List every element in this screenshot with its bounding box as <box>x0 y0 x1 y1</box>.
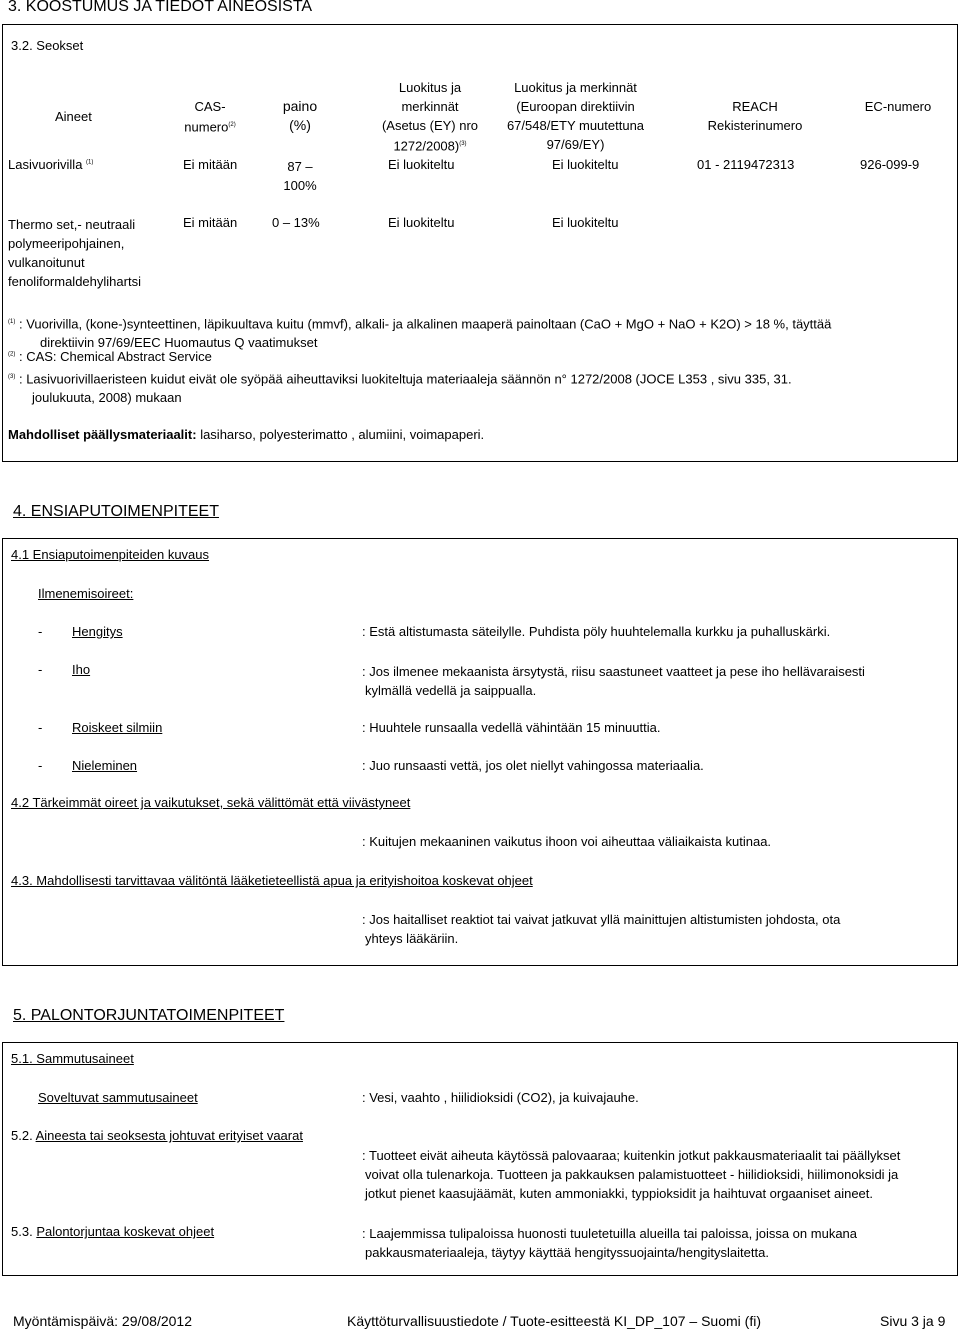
header-luokitus-clp: Luokitus ja merkinnät (Asetus (EY) nro 1272/2008)$^{(3)}$ <box>381 80 479 154</box>
header-cas: CAS- numero$^{(2)}$ <box>184 99 236 135</box>
item-silmat-label: Roiskeet silmiin <box>72 720 163 735</box>
section-4-2-title: 4.2 Tärkeimmät oireet ja vaikutukset, sekä välittömät että viivästyneet <box>11 795 411 810</box>
row-1-paino: 87 – 100% <box>283 159 317 193</box>
row-2-luokitus-dsd: Ei luokiteltu <box>552 215 619 230</box>
row-1-reach: 01 - 2119472313 <box>697 157 795 172</box>
item-iho-label: Iho <box>72 662 91 677</box>
row-1-cas: Ei mitään <box>183 157 238 172</box>
symptoms-label: Ilmenemisoireet: <box>38 586 134 601</box>
section-5-3-text: : Laajemmissa tulipaloissa huonosti tuuletetuilla alueilla tai paloissa, joissa on mukana pakkausmateriaaleja, täytyy käyttää hengityssuojainta/hengityslaitetta. <box>362 1226 858 1260</box>
footnote-3: $^{(3)}$ : Lasivuorivillaeristeen kuidut eivät ole syöpää aiheuttaviksi luokiteltuja materiaaleja säännön n° 1272/2008 (JOCE L353 , sivu 335, 31. joulukuuta, 2008) mukaan <box>8 371 792 406</box>
section-5-2-text: : Tuotteet eivät aiheuta käytössä palovaaraa; kuitenkin jotkut pakkausmateriaalit tai päällykset voivat olla tulenarkoja. Tuotteen ja pakkauksen palamistuotteet - hiilidioksidi, hiilimonoksidi ja jotkut pienet kaasujäämät, kuten ammoniakki, typpioksidit ja haihtuvat orgaaniset aineet. <box>362 1148 901 1201</box>
item-hengitys-label: Hengitys <box>72 624 123 639</box>
section-4-2-text: : Kuitujen mekaaninen vaikutus ihoon voi aiheuttaa väliaikaista kutinaa. <box>362 834 772 849</box>
coating-materials: Mahdolliset päällysmateriaalit: lasiharso, polyesterimatto , alumiini, voimapaperi. <box>8 427 485 442</box>
footer-document: Käyttöturvallisuustiedote / Tuote-esitteestä KI_DP_107 – Suomi (fi) <box>347 1313 761 1329</box>
item-hengitys-text: : Estä altistumasta säteilylle. Puhdista pöly huuhtelemalla kurkku ja puhalluskärki. <box>362 624 831 639</box>
row-1-aine: Lasivuorivilla $^{(1)}$ <box>8 157 94 172</box>
item-nieleminen-dash: - <box>38 758 43 773</box>
section-4-title: 4. ENSIAPUTOIMENPITEET <box>13 503 219 520</box>
header-paino: paino (%) <box>282 98 318 133</box>
row-1-luokitus-dsd: Ei luokiteltu <box>552 157 619 172</box>
section-3-title: 3. KOOSTUMUS JA TIEDOT AINEOSISTA <box>8 0 313 15</box>
item-nieleminen-label: Nieleminen <box>72 758 138 773</box>
section-3-2-title: 3.2. Seokset <box>11 38 84 53</box>
section-4-3-title: 4.3. Mahdollisesti tarvittavaa välitöntä lääketieteellistä apua ja erityishoitoa koskevat ohjeet <box>11 873 533 888</box>
item-silmat-text: : Huuhtele runsaalla vedellä vähintään 15 minuuttia. <box>362 720 661 735</box>
footer-page-number: Sivu 3 ja 9 <box>880 1313 946 1329</box>
item-silmat-dash: - <box>38 720 43 735</box>
header-reach: REACH Rekisterinumero <box>707 99 803 133</box>
row-2-cas: Ei mitään <box>183 215 238 230</box>
item-nieleminen-text: : Juo runsaasti vettä, jos olet niellyt vahingossa materiaalia. <box>362 758 704 773</box>
suitable-extinguishers-text: : Vesi, vaahto , hiilidioksidi (CO2), ja kuivajauhe. <box>362 1090 639 1105</box>
header-luokitus-dsd: Luokitus ja merkinnät (Euroopan direktiivin 67/548/ETY muutettuna 97/69/EY) <box>506 80 645 152</box>
footnote-2: $^{(2)}$ : CAS: Chemical Abstract Service <box>8 349 212 364</box>
item-iho-dash: - <box>38 662 43 677</box>
footer-date: Myöntämispäivä: 29/08/2012 <box>13 1313 192 1329</box>
row-2-luokitus-clp: Ei luokiteltu <box>388 215 455 230</box>
row-1-ec: 926-099-9 <box>860 157 920 172</box>
section-4-frame <box>2 538 958 966</box>
row-2-paino: 0 – 13% <box>272 215 320 230</box>
suitable-extinguishers-label: Soveltuvat sammutusaineet <box>38 1090 198 1105</box>
header-aineet: Aineet <box>55 109 92 124</box>
item-hengitys-dash: - <box>38 624 43 639</box>
footnote-1: $^{(1)}$ : Vuorivilla, (kone-)synteettinen, läpikuultava kuitu (mmvf), alkali- ja alkalinen maaperä painoltaan (CaO + MgO + NaO + K2O) > 18 %, täyttää direktiivin 97/69/EEC Huomautus Q vaatimukset <box>8 316 832 351</box>
section-5-title: 5. PALONTORJUNTATOIMENPITEET <box>13 1007 285 1024</box>
section-4-1-title: 4.1 Ensiaputoimenpiteiden kuvaus <box>11 547 210 562</box>
section-5-2-title: 5.2. Aineesta tai seoksesta johtuvat erityiset vaarat <box>11 1128 303 1143</box>
row-2-aine: Thermo set,- neutraali polymeeripohjainen, vulkanoitunut fenoliformaldehylihartsi <box>8 217 141 289</box>
section-5-3-title: 5.3. Palontorjuntaa koskevat ohjeet <box>11 1224 215 1239</box>
section-4-3-text: : Jos haitalliset reaktiot tai vaivat jatkuvat yllä mainittujen altistumisten johdosta, ota yhteys lääkäriin. <box>362 912 841 946</box>
header-ec: EC-numero <box>864 99 932 114</box>
row-1-luokitus-clp: Ei luokiteltu <box>388 157 455 172</box>
item-iho-text: : Jos ilmenee mekaanista ärsytystä, riisu saastuneet vaatteet ja pese iho hellävaraisesti kylmällä vedellä ja saippualla. <box>362 664 865 698</box>
section-5-1-title: 5.1. Sammutusaineet <box>11 1051 134 1066</box>
